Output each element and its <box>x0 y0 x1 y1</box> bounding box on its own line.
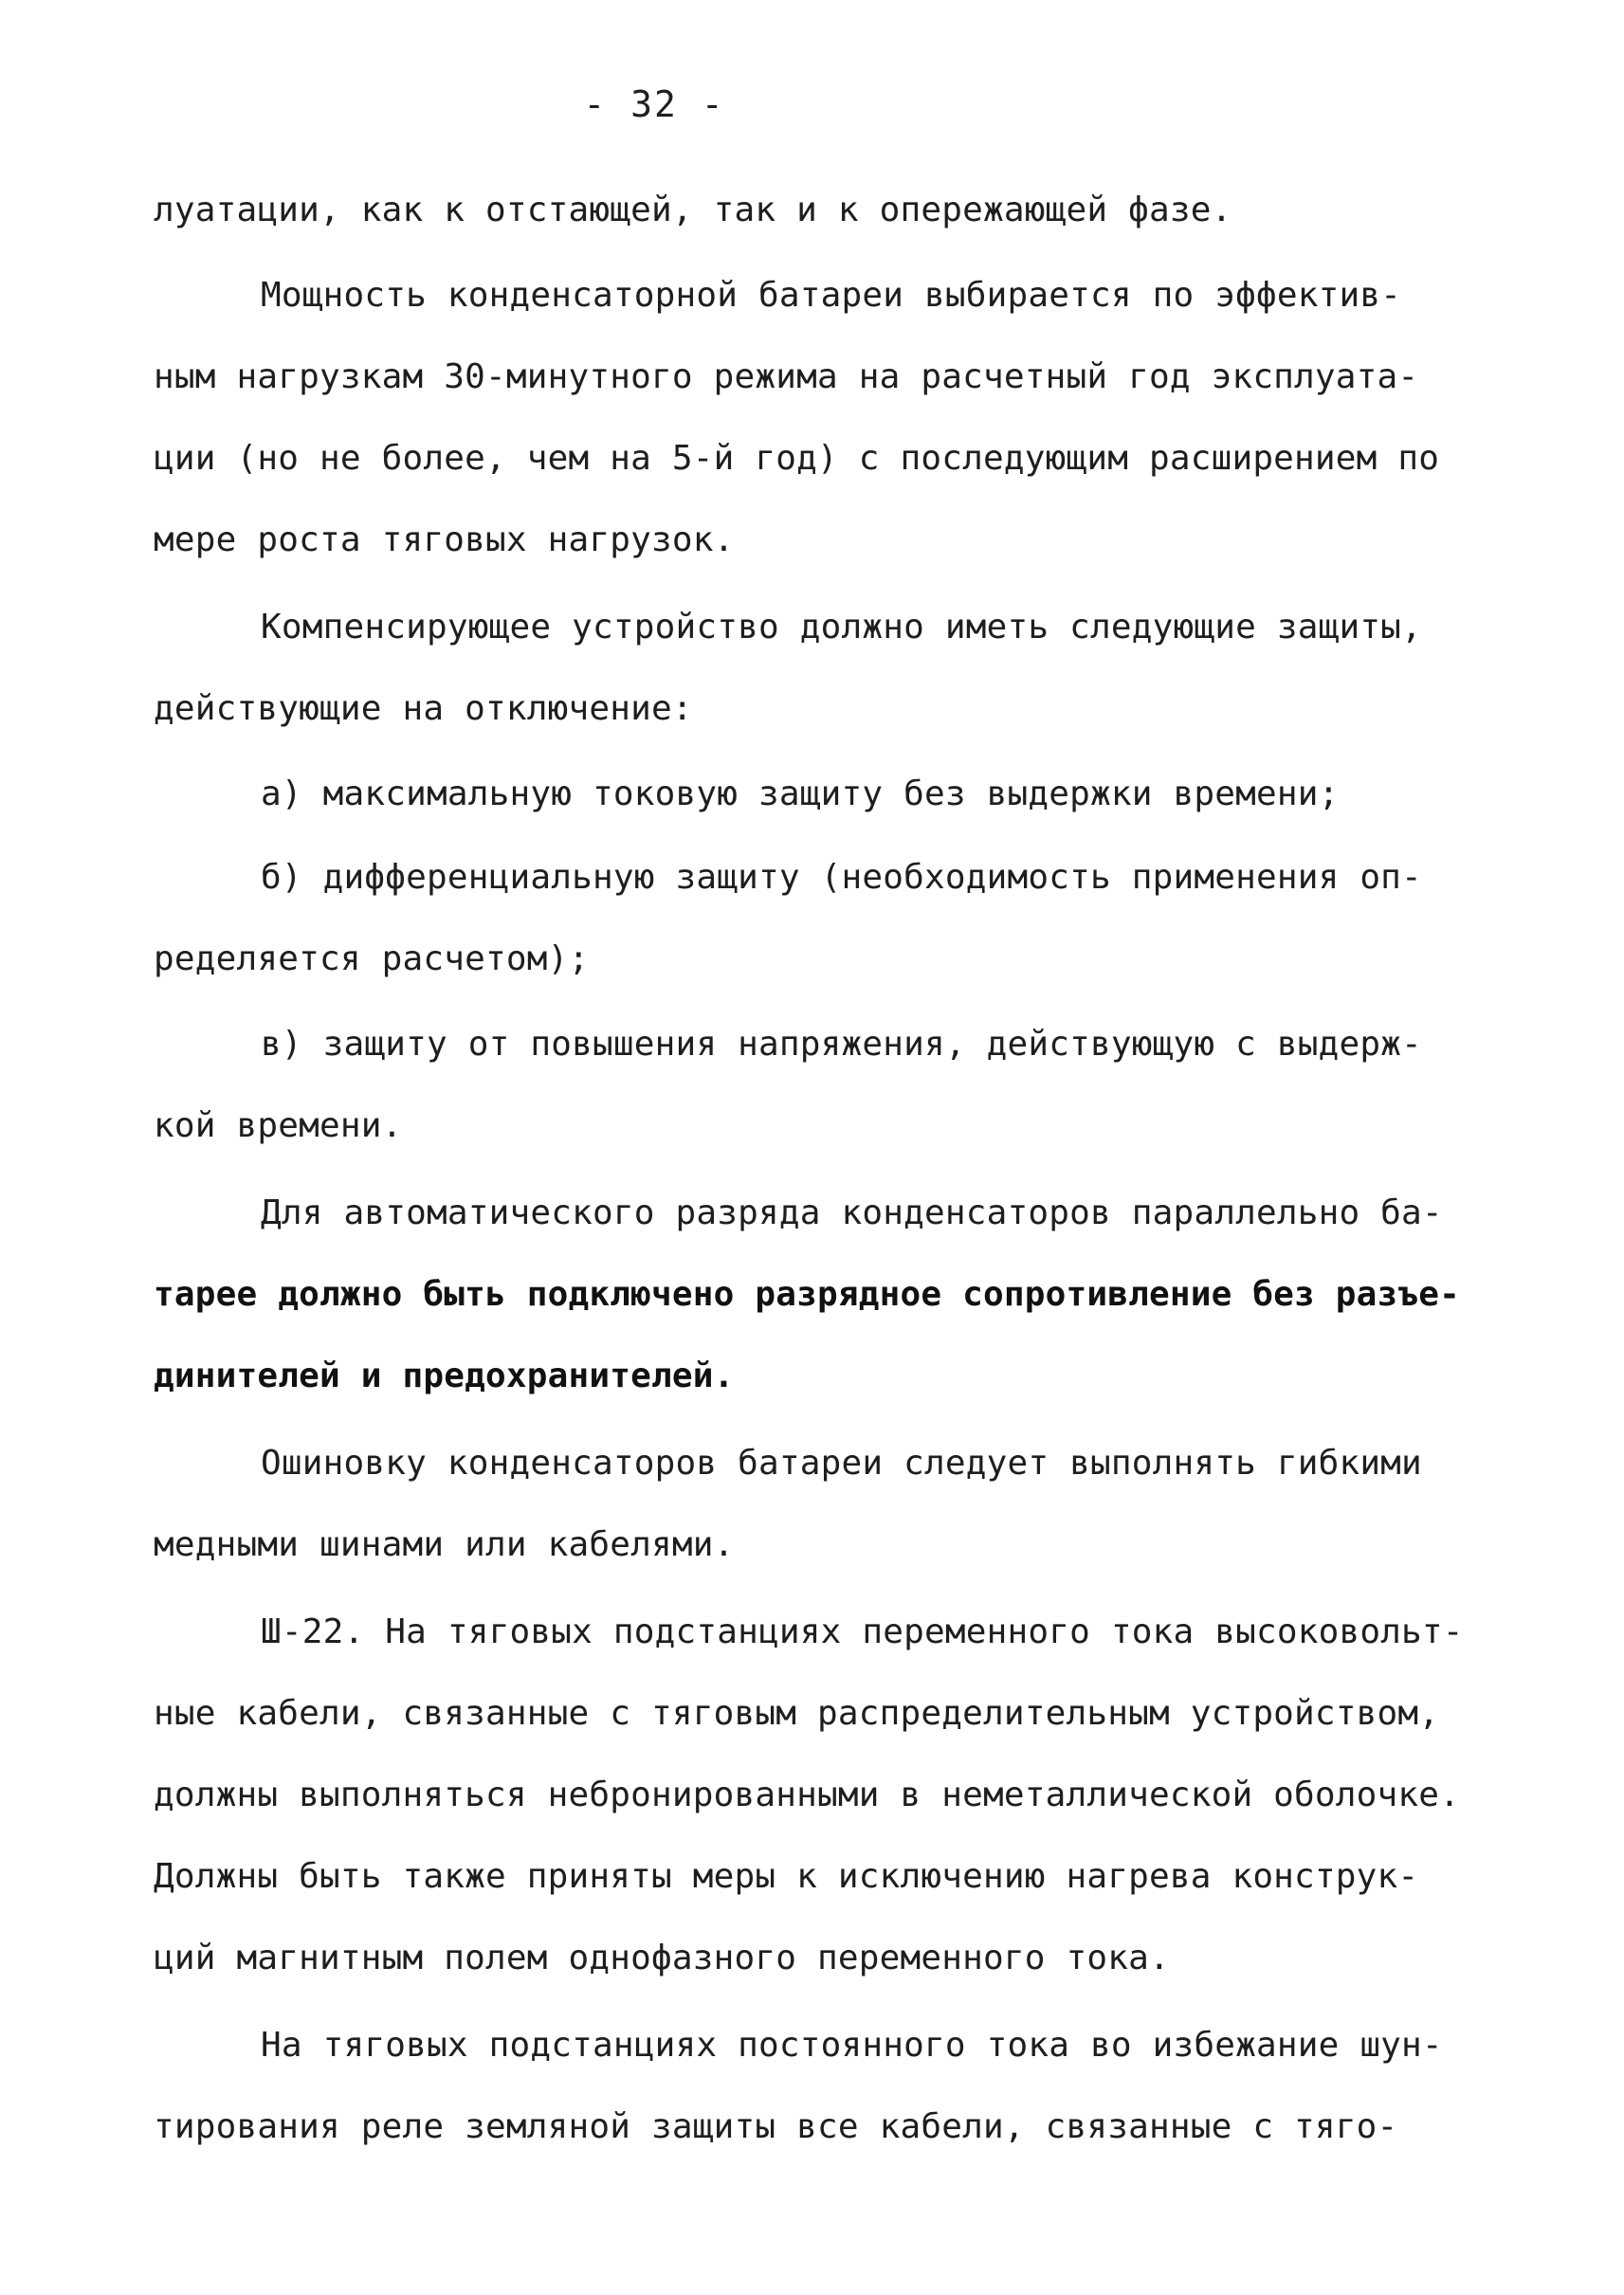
text-line: ции (но не более, чем на 5-й год) с последующим расширением по <box>154 439 1440 478</box>
text-line: мере роста тяговых нагрузок. <box>154 520 735 559</box>
text-line: ций магнитным полем однофазного переменного тока. <box>154 1939 1170 1977</box>
text-line: Мощность конденсаторной батареи выбирается по эффектив- <box>261 276 1402 315</box>
text-line: б) дифференциальную защиту (необходимость применения оп- <box>261 858 1422 897</box>
text-line: ределяется расчетом); <box>154 939 590 978</box>
text-line: а) максимальную токовую защиту без выдержки времени; <box>261 774 1340 813</box>
text-line: кой времени. <box>154 1106 403 1145</box>
text-line: ным нагрузкам 30-минутного режима на расчетный год эксплуата- <box>154 357 1419 396</box>
text-line: Ошиновку конденсаторов батареи следует выполнять гибкими <box>261 1444 1422 1483</box>
text-line: На тяговых подстанциях постоянного тока во избежание шун- <box>261 2026 1443 2065</box>
text-line: Компенсирующее устройство должно иметь следующие защиты, <box>261 608 1422 647</box>
text-line: медными шинами или кабелями. <box>154 1525 735 1564</box>
text-line: действующие на отключение: <box>154 689 693 728</box>
text-line: Ш-22. На тяговых подстанциях переменного тока высоковольт- <box>261 1612 1464 1651</box>
page-number: - 32 - <box>583 83 725 125</box>
text-line: луатации, как к отстающей, так и к опережающей фазе. <box>154 191 1232 229</box>
text-line: динителей и предохранителей. <box>154 1357 735 1395</box>
text-line: в) защиту от повышения напряжения, действующую с выдерж- <box>261 1025 1422 1064</box>
text-line: ные кабели, связанные с тяговым распределительным устройством, <box>154 1694 1440 1733</box>
text-line: Для автоматического разряда конденсаторов параллельно ба- <box>261 1193 1443 1232</box>
text-line: должны выполняться небронированными в неметаллической оболочке. <box>154 1776 1461 1814</box>
text-line: тирования реле земляной защиты все кабели, связанные с тяго- <box>154 2107 1398 2146</box>
text-line: Должны быть также приняты меры к исключению нагрева конструк- <box>154 1857 1419 1896</box>
text-line: тарее должно быть подключено разрядное сопротивление без разъе- <box>154 1275 1461 1314</box>
